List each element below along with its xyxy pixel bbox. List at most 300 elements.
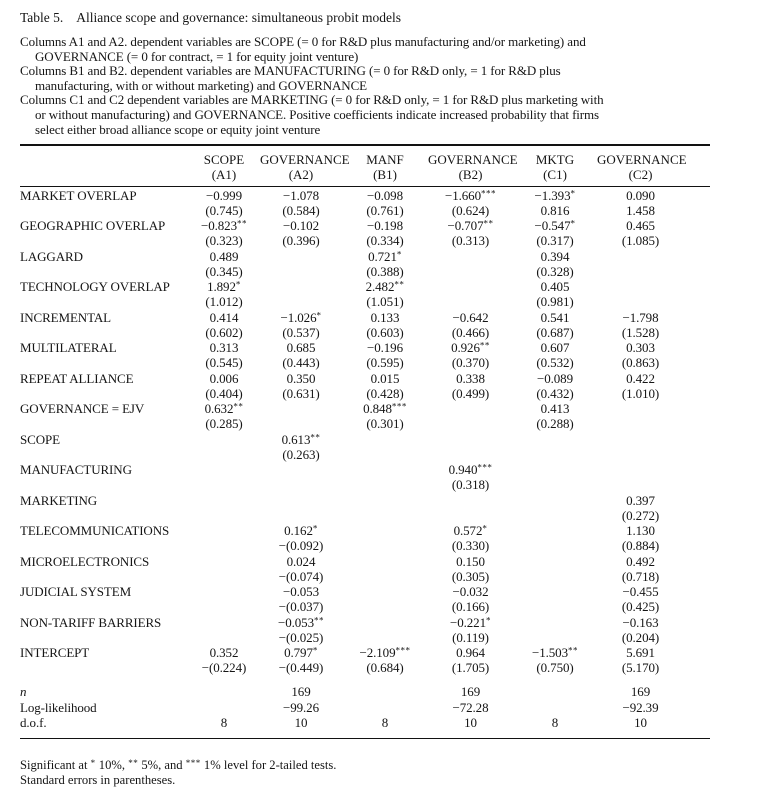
column-header-code: (B2) (458, 167, 483, 183)
se-cell (260, 508, 342, 523)
table-row (20, 492, 710, 508)
coef-cell: 0.338 (456, 370, 485, 386)
row-label-spacer (20, 508, 188, 523)
coef-cell: −0.221* (450, 614, 491, 630)
coef-cell: 0.926** (451, 340, 490, 356)
row-label-spacer (20, 203, 188, 218)
coef-cell: 1.130 (626, 523, 655, 539)
se-cell: (0.334) (366, 233, 404, 249)
table-row (20, 309, 710, 325)
coef-cell (428, 279, 513, 295)
se-cell (188, 538, 260, 553)
se-cell: (0.288) (536, 416, 574, 432)
coef-cell: 0.848*** (363, 401, 407, 417)
column-header-label: GOVERNANCE (597, 152, 687, 168)
se-cell (188, 630, 260, 645)
stat-cell: 10 (597, 715, 710, 738)
se-cell (597, 447, 710, 462)
coef-cell: −0.032 (452, 584, 489, 600)
coefficients-table-header (20, 145, 710, 187)
coef-cell: 0.964 (456, 645, 485, 661)
coef-cell: −2.109*** (359, 645, 411, 661)
coef-cell (513, 492, 597, 508)
se-cell: (0.545) (205, 355, 243, 371)
coef-cell (597, 248, 710, 264)
table-row (20, 218, 710, 234)
se-cell (260, 294, 342, 309)
significance-stars: ** (128, 757, 139, 768)
column-header (428, 145, 518, 187)
table-notes (20, 35, 762, 137)
se-cell: (1.010) (621, 385, 660, 401)
coef-cell (260, 279, 342, 295)
coef-cell: 0.090 (626, 187, 655, 203)
stat-cell: 169 (630, 684, 651, 700)
table-caption: Alliance scope and governance: simultaneous probit models (76, 10, 401, 25)
coef-cell (342, 584, 428, 600)
stat-cell: −72.28 (452, 699, 489, 715)
row-label-spacer (20, 660, 188, 675)
column-header-code: (A2) (288, 167, 314, 183)
se-cell: (0.631) (282, 385, 320, 401)
se-cell (342, 569, 428, 584)
coef-cell (513, 553, 597, 569)
significance-stars: * (316, 310, 322, 321)
column-header-label: GOVERNANCE (260, 152, 350, 168)
stat-label: d.o.f. (20, 715, 188, 738)
coef-cell (188, 553, 260, 569)
stat-cell (342, 700, 428, 716)
table-number: Table 5. (20, 10, 64, 25)
coef-cell: 0.721* (368, 248, 402, 264)
se-cell (428, 508, 513, 523)
coef-cell: 5.691 (626, 645, 655, 661)
se-cell (260, 477, 342, 492)
coef-cell: 0.313 (209, 340, 239, 356)
significance-stars: * (90, 757, 96, 768)
coef-cell: −0.823** (201, 218, 247, 234)
se-cell (513, 569, 597, 584)
coef-cell: 0.797* (284, 645, 318, 661)
coef-cell (342, 431, 428, 447)
coef-cell (342, 462, 428, 478)
coef-cell: 0.414 (209, 309, 239, 325)
coef-cell (513, 431, 597, 447)
row-label: MANUFACTURING (20, 462, 132, 478)
coef-cell: 0.352 (209, 645, 239, 661)
column-header-label: GOVERNANCE (428, 152, 518, 168)
significance-stars: ** (394, 279, 405, 290)
note-line: Columns A1 and A2. dependent variables are SCOPE (= 0 for R&D plus manufacturing and/or marketing) and (20, 34, 586, 49)
se-cell (428, 294, 513, 309)
significance-stars: *** (477, 462, 493, 473)
significance-stars: ** (236, 218, 247, 229)
table-title (20, 10, 762, 26)
column-header (597, 145, 710, 187)
se-cell (342, 447, 428, 462)
coef-cell: 1.892* (207, 279, 241, 295)
stat-cell (513, 675, 597, 700)
se-cell: (0.884) (621, 538, 660, 554)
significance-stars: * (235, 279, 241, 290)
table-row-se (20, 355, 710, 370)
row-label-spacer (20, 386, 188, 401)
se-cell: (0.603) (366, 324, 404, 340)
stat-cell: 10 (260, 715, 342, 738)
se-cell: (0.499) (451, 385, 490, 401)
significance-stars: *** (480, 188, 496, 199)
note-line: manufacturing, with or without marketing) and GOVERNANCE (35, 77, 367, 93)
stats-row (20, 700, 710, 716)
row-label-spacer (20, 447, 188, 462)
coef-cell: 0.685 (286, 340, 316, 356)
se-cell: (0.624) (451, 202, 490, 218)
se-cell (342, 477, 428, 492)
coef-cell (428, 431, 513, 447)
significance-stars: ** (483, 218, 494, 229)
row-label: MARKETING (20, 492, 98, 508)
stat-cell (342, 675, 428, 700)
stat-cell (188, 675, 260, 700)
se-cell: (0.602) (205, 324, 243, 340)
coef-cell: 0.397 (626, 492, 655, 508)
se-cell: (0.684) (366, 660, 404, 676)
table-row (20, 614, 710, 630)
note-line: or without manufacturing) and GOVERNANCE. Positive coefficients indicate increased probability that firms (35, 106, 600, 122)
coef-cell (342, 553, 428, 569)
row-label-spacer (20, 630, 188, 645)
coef-cell: −0.707** (447, 218, 494, 234)
table-row (20, 523, 710, 539)
coef-cell: −0.455 (622, 584, 659, 600)
stat-cell: 169 (291, 684, 311, 700)
coef-cell (597, 462, 710, 478)
se-cell: (1.085) (621, 233, 660, 249)
row-label: NON-TARIFF BARRIERS (20, 614, 162, 630)
coef-cell: 0.489 (209, 248, 239, 264)
coef-cell: −1.798 (622, 309, 659, 325)
coef-cell (188, 584, 260, 600)
coef-cell (428, 401, 513, 417)
table-row-se (20, 660, 710, 675)
se-cell: (1.012) (205, 294, 243, 310)
column-header-label: MANF (366, 152, 404, 168)
row-label-spacer (20, 233, 188, 248)
coef-cell: 0.006 (209, 370, 239, 386)
stats-row (20, 675, 710, 700)
note-line: Columns B1 and B2. dependent variables are MANUFACTURING (= 0 for R&D only, = 1 for R&D plus (20, 63, 561, 79)
stat-cell (188, 700, 260, 716)
coef-cell: −0.053 (283, 584, 319, 600)
se-cell: −(0.092) (278, 538, 324, 554)
se-cell: (1.528) (621, 324, 660, 340)
significance-stars: * (396, 249, 402, 260)
coef-cell: 2.482** (365, 279, 405, 295)
row-label: TELECOMMUNICATIONS (20, 523, 170, 539)
coef-cell: −1.660*** (445, 187, 496, 203)
se-cell (513, 630, 597, 645)
row-label-spacer (20, 416, 188, 431)
table-row (20, 645, 710, 661)
coef-cell: 0.015 (370, 370, 400, 386)
se-cell: (0.272) (621, 507, 660, 523)
coef-cell: 0.024 (286, 553, 316, 569)
coef-cell (513, 584, 597, 600)
stat-cell: 8 (513, 715, 597, 738)
note-line: select either broad alliance scope or equity joint venture (35, 121, 321, 137)
coef-cell: 0.150 (456, 553, 485, 569)
significance-stars: ** (313, 615, 324, 626)
coef-cell: 0.422 (626, 370, 655, 386)
significance-stars: ** (310, 432, 321, 443)
table-row (20, 553, 710, 569)
se-cell: (0.318) (451, 477, 490, 493)
coef-cell: 0.413 (540, 401, 570, 417)
row-label-spacer (20, 325, 188, 340)
table-row-se (20, 294, 710, 309)
coef-cell: 0.632** (204, 401, 244, 417)
coef-cell (260, 248, 342, 264)
coef-cell: −1.393* (534, 187, 576, 203)
se-cell: 0.816 (540, 202, 570, 218)
table-row (20, 370, 710, 386)
se-cell (513, 508, 597, 523)
row-label: INTERCEPT (20, 645, 90, 661)
se-cell (188, 599, 260, 614)
se-cell: (0.718) (621, 568, 660, 584)
se-cell: 1.458 (626, 202, 655, 218)
table-row-se (20, 508, 710, 523)
column-header (342, 145, 428, 187)
coef-cell: 0.394 (540, 248, 570, 264)
column-header-label: SCOPE (203, 152, 245, 168)
coef-cell: 0.541 (540, 309, 570, 325)
coef-cell: −0.198 (367, 218, 403, 234)
stat-label: Log-likelihood (20, 699, 97, 715)
row-label-spacer (20, 264, 188, 279)
se-cell (428, 447, 513, 462)
se-cell: (0.863) (621, 355, 660, 371)
significance-stars: ** (479, 340, 490, 351)
column-header-code: (B1) (373, 167, 397, 183)
coef-cell (342, 523, 428, 539)
se-cell (188, 508, 260, 523)
se-cell: (0.428) (366, 385, 404, 401)
corner-cell (20, 145, 188, 187)
table-row (20, 462, 710, 478)
coef-cell (260, 401, 342, 417)
se-cell: (0.313) (451, 233, 490, 249)
se-cell: (0.388) (366, 263, 404, 279)
coef-cell (260, 462, 342, 478)
se-cell: (0.370) (451, 355, 490, 371)
se-cell: −(0.224) (201, 660, 247, 676)
header-row (20, 145, 710, 187)
coef-cell: 0.607 (540, 340, 570, 356)
coef-cell (513, 462, 597, 478)
row-label: TECHNOLOGY OVERLAP (20, 279, 170, 295)
se-cell (513, 447, 597, 462)
row-label: JUDICIAL SYSTEM (20, 584, 132, 600)
se-cell (428, 264, 513, 279)
row-label-spacer (20, 477, 188, 492)
column-header-label: MKTG (535, 152, 575, 168)
table-row (20, 340, 710, 356)
significance-stars: * (312, 645, 318, 656)
se-cell (342, 508, 428, 523)
se-cell: (0.532) (536, 355, 574, 371)
row-label: LAGGARD (20, 248, 83, 264)
se-cell (342, 538, 428, 553)
se-cell: (0.425) (621, 599, 660, 615)
footnote-line: Standard errors in parentheses. (20, 773, 176, 788)
footnote-line: Significant at * 10%, ** 5%, and *** 1% level for 2-tailed tests. (20, 757, 337, 772)
se-cell: (0.396) (282, 233, 320, 249)
stat-label: n (20, 684, 27, 700)
se-cell: (0.761) (366, 202, 404, 218)
coef-cell: −0.089 (537, 370, 573, 386)
coef-cell (428, 492, 513, 508)
se-cell: (0.687) (536, 324, 574, 340)
column-header (260, 145, 350, 187)
significance-stars: *** (185, 757, 201, 768)
se-cell: (0.537) (282, 324, 320, 340)
table-row-se (20, 447, 710, 462)
note-line: GOVERNANCE (= 0 for contract, = 1 for equity joint venture) (35, 48, 359, 64)
se-cell (342, 599, 428, 614)
coef-cell: −0.163 (622, 614, 659, 630)
coef-cell (597, 401, 710, 417)
se-cell: (0.317) (536, 233, 574, 249)
stat-cell: 10 (428, 715, 513, 738)
coef-cell (342, 492, 428, 508)
footnotes (20, 758, 762, 789)
coef-cell: 0.350 (286, 370, 316, 386)
significance-stars: * (482, 523, 488, 534)
coef-cell: −0.098 (367, 187, 403, 203)
stats-row (20, 715, 710, 738)
se-cell: (0.981) (536, 294, 574, 310)
coef-cell (428, 248, 513, 264)
se-cell: (0.404) (205, 385, 243, 401)
significance-stars: *** (391, 401, 407, 412)
coef-cell (188, 462, 260, 478)
se-cell: (0.345) (205, 263, 243, 279)
se-cell (513, 599, 597, 614)
se-cell (188, 447, 260, 462)
coef-cell (597, 279, 710, 295)
se-cell: (1.705) (451, 660, 490, 676)
coef-cell: 0.613** (281, 431, 321, 447)
table-row (20, 279, 710, 295)
coef-cell: −0.999 (206, 187, 242, 203)
coef-cell: −0.196 (367, 340, 403, 356)
se-cell: (0.166) (451, 599, 490, 615)
stat-cell (513, 700, 597, 716)
se-cell (188, 569, 260, 584)
significance-stars: ** (233, 401, 244, 412)
coef-cell: 0.492 (626, 553, 655, 569)
coef-cell: −0.053** (278, 614, 324, 630)
se-cell: (0.466) (451, 324, 490, 340)
se-cell (597, 416, 710, 431)
coefficients-table-body (20, 187, 710, 676)
coef-cell: 0.465 (626, 218, 655, 234)
se-cell (597, 294, 710, 309)
se-cell: (0.595) (366, 355, 404, 371)
se-cell: −(0.037) (278, 599, 324, 615)
se-cell: (0.323) (205, 233, 243, 249)
row-label: SCOPE (20, 431, 60, 447)
significance-stars: * (312, 523, 318, 534)
row-label-spacer (20, 599, 188, 614)
se-cell: −(0.025) (278, 629, 324, 645)
se-cell (597, 477, 710, 492)
table-row (20, 584, 710, 600)
row-label-spacer (20, 538, 188, 553)
column-header (188, 145, 260, 187)
table-row (20, 431, 710, 447)
coef-cell: −1.026* (280, 309, 322, 325)
column-header-code: (A1) (211, 167, 237, 183)
table-row-se (20, 599, 710, 614)
se-cell: (0.119) (452, 629, 489, 645)
se-cell: (0.745) (205, 202, 243, 218)
table-row-se (20, 264, 710, 279)
coef-cell (188, 431, 260, 447)
se-cell: (0.204) (621, 629, 660, 645)
se-cell: (0.305) (451, 568, 490, 584)
se-cell: (5.170) (621, 660, 660, 676)
stat-cell: −99.26 (283, 699, 319, 715)
coef-cell: 0.940*** (448, 462, 493, 478)
coefficients-table-stats (20, 675, 710, 738)
coef-cell (260, 492, 342, 508)
coefficients-table (20, 144, 710, 739)
table-row-se (20, 477, 710, 492)
stat-cell: 169 (460, 684, 481, 700)
coef-cell: 0.405 (540, 279, 570, 295)
row-label: REPEAT ALLIANCE (20, 370, 134, 386)
row-label: MULTILATERAL (20, 340, 117, 356)
significance-stars: *** (395, 645, 411, 656)
se-cell: (0.443) (282, 355, 320, 371)
row-label: GOVERNANCE = EJV (20, 401, 145, 417)
coef-cell: −1.078 (283, 187, 319, 203)
significance-stars: * (570, 218, 576, 229)
column-header-code: (C1) (543, 167, 567, 183)
se-cell (188, 477, 260, 492)
se-cell: −(0.074) (278, 568, 324, 584)
column-header (513, 145, 597, 187)
table-row-se (20, 630, 710, 645)
row-label-spacer (20, 569, 188, 584)
column-header-code: (C2) (628, 167, 653, 183)
coef-cell: −0.642 (452, 309, 489, 325)
se-cell (597, 264, 710, 279)
table-row (20, 401, 710, 417)
se-cell: (0.285) (205, 416, 243, 432)
significance-stars: ** (567, 645, 578, 656)
significance-stars: * (485, 615, 491, 626)
se-cell: (0.432) (536, 385, 574, 401)
coef-cell (513, 614, 597, 630)
se-cell (260, 264, 342, 279)
row-label: MICROELECTRONICS (20, 553, 150, 569)
coef-cell: 0.572* (453, 523, 488, 539)
se-cell: (0.750) (536, 660, 574, 676)
se-cell: (0.328) (536, 263, 574, 279)
